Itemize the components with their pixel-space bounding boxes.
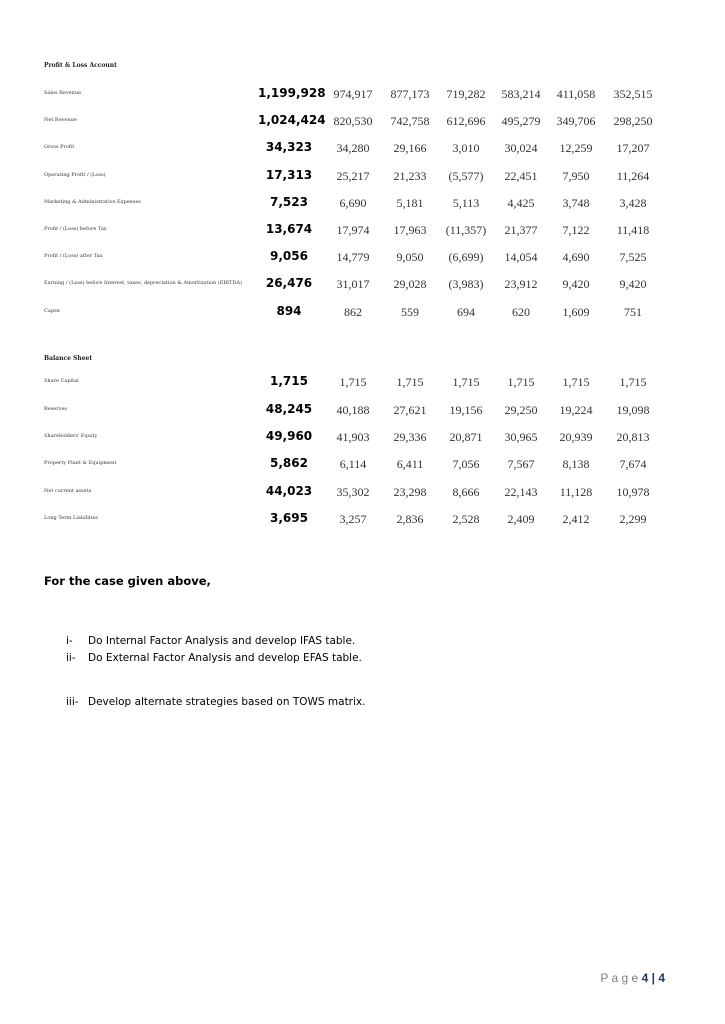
value-cell: 2,836 [396,512,424,526]
value-cell: 3,257 [339,512,367,526]
row-label: Net Revenue [44,117,77,123]
table-row [0,429,725,445]
current-value: 48,245 [265,402,313,416]
value-cell: 742,758 [390,114,430,128]
task-number: iii- [66,696,79,708]
value-cell: 20,813 [616,430,650,444]
table-row [0,168,725,184]
row-label: Profit / (Loss) after Tax [44,253,103,259]
value-cell: 694 [457,305,475,319]
value-cell: 7,122 [562,223,590,237]
value-cell: 29,028 [393,277,427,291]
task-text: Do Internal Factor Analysis and develop IFAS table. [88,635,356,647]
current-value: 49,960 [265,429,313,443]
page-number: 4 [641,971,649,985]
value-cell: 559 [401,305,419,319]
value-cell: 1,715 [396,375,424,389]
current-value: 9,056 [270,249,308,263]
task-text: Do External Factor Analysis and develop EFAS table. [88,652,362,664]
table-row [0,484,725,500]
value-cell: 3,010 [452,141,480,155]
row-label: Profit / (Loss) before Tax [44,226,107,232]
value-cell: 1,715 [507,375,535,389]
value-cell: 7,056 [452,457,480,471]
value-cell: (3,983) [448,277,484,291]
value-cell: 298,250 [613,114,653,128]
value-cell: 29,336 [393,430,427,444]
table-row [0,276,725,292]
balance-sheet-title: Balance Sheet [44,355,93,362]
value-cell: 29,166 [393,141,427,155]
value-cell: (11,357) [445,223,487,237]
row-label: Long Term Liabilities [44,515,98,521]
current-value: 5,862 [270,456,308,470]
value-cell: 8,666 [452,485,480,499]
value-cell: 30,024 [504,141,538,155]
value-cell: 751 [624,305,642,319]
value-cell: 25,217 [336,169,370,183]
value-cell: 5,181 [396,196,424,210]
row-label: Net current assets [44,488,92,494]
value-cell: 2,409 [507,512,535,526]
value-cell: 11,128 [559,485,593,499]
value-cell: 10,978 [616,485,650,499]
current-value: 17,313 [265,168,313,182]
value-cell: 14,054 [504,250,538,264]
value-cell: 17,963 [393,223,427,237]
current-value: 13,674 [265,222,313,236]
value-cell: 7,950 [562,169,590,183]
row-label: Sales Revenue [44,90,82,96]
value-cell: 41,903 [336,430,370,444]
current-value: 26,476 [265,276,313,290]
task-text: Develop alternate strategies based on TOWS matrix. [88,696,366,708]
value-cell: 495,279 [501,114,541,128]
value-cell: 352,515 [613,87,653,101]
profit-loss-title: Profit & Loss Account [44,62,117,69]
row-label: Gross Profit [44,144,75,150]
table-row [0,304,725,320]
value-cell: 8,138 [562,457,590,471]
task-number: i- [66,635,73,647]
value-cell: 1,715 [619,375,647,389]
row-label: Operating Profit / (Loss) [44,172,106,178]
value-cell: 877,173 [390,87,430,101]
value-cell: 22,143 [504,485,538,499]
table-row [0,195,725,211]
table-row [0,86,725,102]
row-label: Reserves [44,406,67,412]
question-heading: For the case given above, [44,574,211,588]
value-cell: 2,528 [452,512,480,526]
value-cell: 5,113 [452,196,480,210]
value-cell: 7,674 [619,457,647,471]
table-row [0,511,725,527]
table-row [0,140,725,156]
value-cell: 1,715 [339,375,367,389]
value-cell: 1,715 [452,375,480,389]
value-cell: 23,912 [504,277,538,291]
value-cell: 620 [512,305,530,319]
row-label: Share Capital [44,378,79,384]
table-row [0,113,725,129]
table-row [0,249,725,265]
value-cell: 17,974 [336,223,370,237]
value-cell: 19,098 [616,403,650,417]
current-value: 7,523 [270,195,308,209]
value-cell: 583,214 [501,87,541,101]
value-cell: 411,058 [556,87,596,101]
value-cell: 19,156 [449,403,483,417]
current-value: 3,695 [270,511,308,525]
value-cell: 11,418 [616,223,650,237]
value-cell: 612,696 [446,114,486,128]
current-value: 1,024,424 [258,113,326,127]
current-value: 894 [276,304,302,318]
value-cell: 3,428 [619,196,647,210]
value-cell: 1,609 [562,305,590,319]
value-cell: 719,282 [446,87,486,101]
value-cell: 20,939 [559,430,593,444]
value-cell: 31,017 [336,277,370,291]
value-cell: 7,567 [507,457,535,471]
row-label: Capex [44,308,60,314]
value-cell: 19,224 [559,403,593,417]
current-value: 1,715 [270,374,308,388]
value-cell: 9,420 [562,277,590,291]
value-cell: 14,779 [336,250,370,264]
value-cell: 12,259 [559,141,593,155]
table-row [0,456,725,472]
value-cell: (5,577) [448,169,484,183]
value-cell: 9,050 [396,250,424,264]
value-cell: 2,299 [619,512,647,526]
table-row [0,402,725,418]
value-cell: 4,690 [562,250,590,264]
value-cell: 6,114 [339,457,367,471]
value-cell: (6,699) [448,250,484,264]
table-row [0,374,725,390]
value-cell: 22,451 [504,169,538,183]
value-cell: 21,233 [393,169,427,183]
row-label: Property Plant & Equipment [44,460,117,466]
value-cell: 4,425 [507,196,535,210]
value-cell: 23,298 [393,485,427,499]
row-label: Earning / (Loss) before Interest, taxes, depreciation & Amortization (EBITDA) [44,280,242,286]
task-number: ii- [66,652,76,664]
value-cell: 21,377 [504,223,538,237]
value-cell: 9,420 [619,277,647,291]
current-value: 44,023 [265,484,313,498]
current-value: 34,323 [265,140,313,154]
value-cell: 349,706 [556,114,596,128]
value-cell: 11,264 [616,169,650,183]
value-cell: 6,690 [339,196,367,210]
page-prefix: P a g e [600,971,639,985]
current-value: 1,199,928 [258,86,326,100]
value-cell: 40,188 [336,403,370,417]
value-cell: 3,748 [562,196,590,210]
value-cell: 34,280 [336,141,370,155]
page-separator: | [651,971,655,985]
value-cell: 974,917 [333,87,373,101]
value-cell: 2,412 [562,512,590,526]
value-cell: 27,621 [393,403,427,417]
row-label: Shareholders' Equity [44,433,98,439]
value-cell: 35,302 [336,485,370,499]
value-cell: 6,411 [396,457,424,471]
value-cell: 20,871 [449,430,483,444]
value-cell: 7,525 [619,250,647,264]
row-label: Marketing & Administrative Expenses [44,199,141,205]
page-total: 4 [658,971,665,985]
value-cell: 29,250 [504,403,538,417]
table-row [0,222,725,238]
value-cell: 1,715 [562,375,590,389]
value-cell: 17,207 [616,141,650,155]
value-cell: 862 [344,305,362,319]
page-footer [600,971,665,985]
value-cell: 820,530 [333,114,373,128]
value-cell: 30,965 [504,430,538,444]
